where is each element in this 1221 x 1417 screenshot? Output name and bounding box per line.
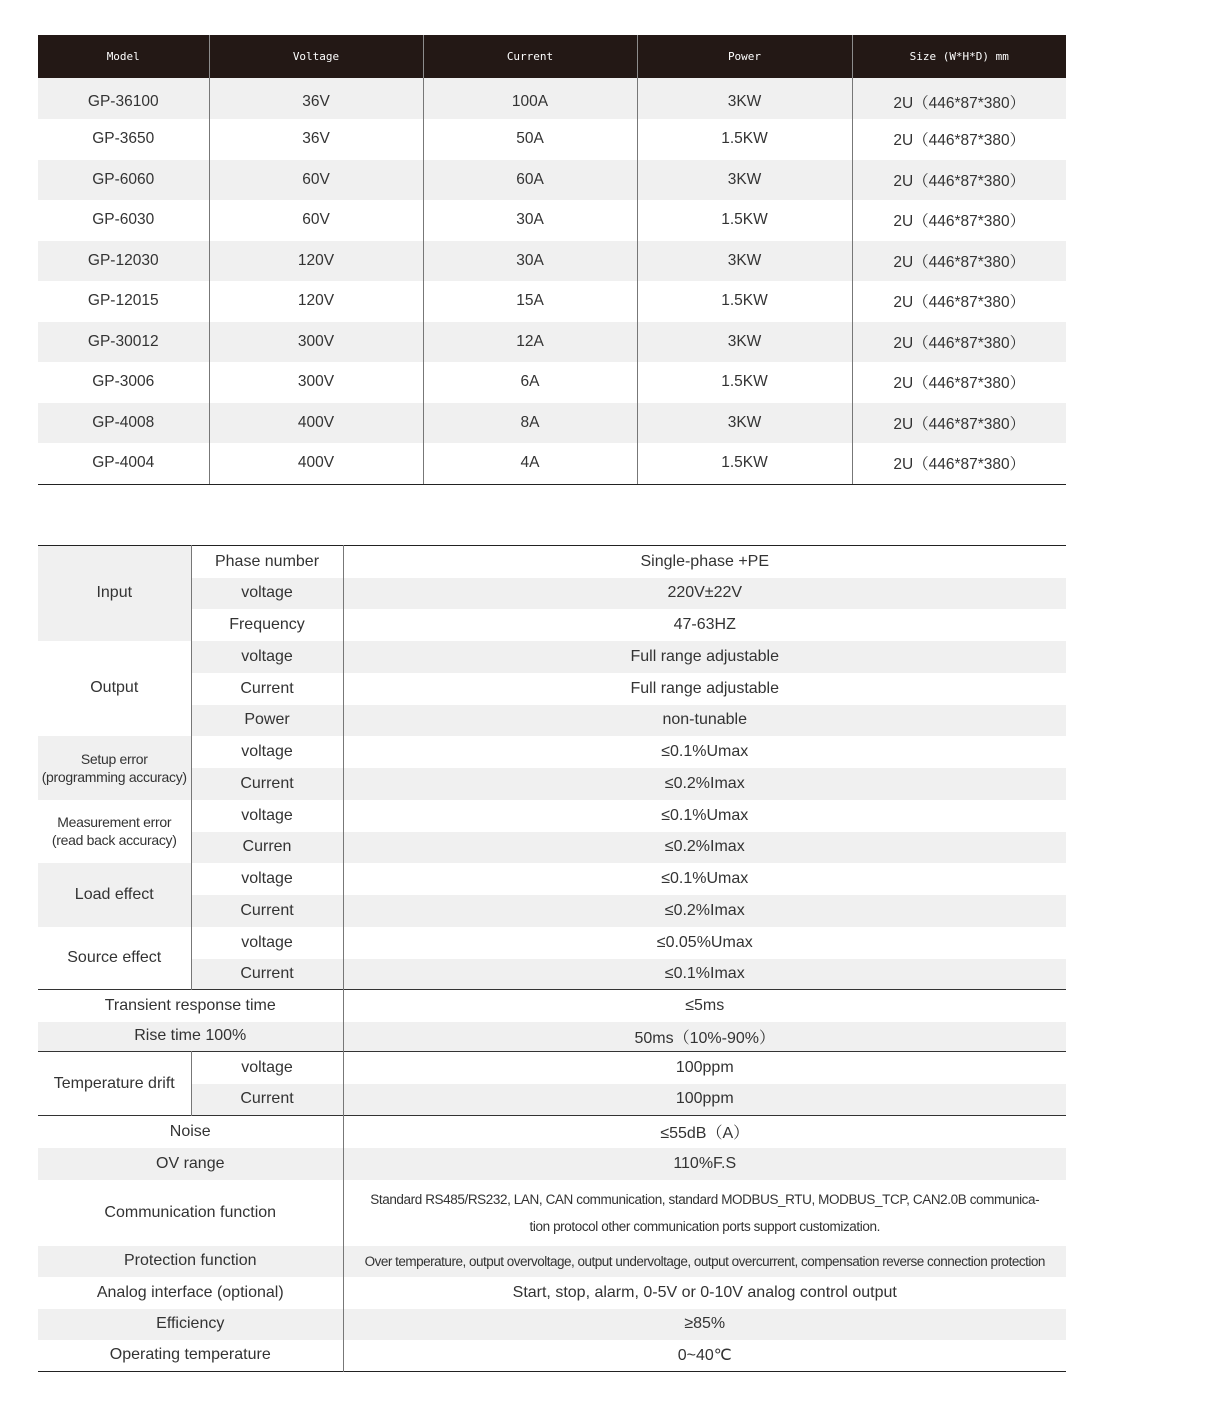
- transient-response-label: Transient response time: [38, 990, 343, 1022]
- measurement-error-group-label: [38, 800, 191, 863]
- model-cell: GP-3006: [92, 373, 155, 391]
- size-cell: 2U（446*87*380）: [852, 241, 1066, 282]
- setup-error-voltage-value: ≤0.1%Umax: [661, 742, 749, 760]
- load-effect-voltage-label: voltage: [191, 863, 343, 895]
- spec-row: [38, 1022, 1066, 1052]
- power-cell: 3KW: [637, 160, 852, 201]
- setup-error-voltage-label: voltage: [191, 736, 343, 768]
- header-size: Size (W*H*D) mm: [852, 35, 1066, 78]
- table-row: [38, 241, 1066, 282]
- model-cell: GP-4008: [38, 403, 209, 444]
- input-voltage-value: 220V±22V: [343, 578, 1066, 609]
- voltage-cell: 400V: [209, 403, 423, 444]
- header-power: Power: [637, 35, 852, 78]
- power-cell: 1.5KW: [637, 119, 852, 160]
- table-row: [38, 200, 1066, 241]
- protection-value: Over temperature, output overvoltage, output undervoltage, output overcurrent, compensation reverse connection protection: [343, 1246, 1066, 1277]
- load-effect-voltage-value: ≤0.1%Umax: [661, 869, 749, 887]
- model-cell: GP-3650: [92, 130, 155, 148]
- source-effect-group-label: Source effect: [38, 927, 191, 990]
- input-frequency-label: Frequency: [191, 609, 343, 641]
- output-power-value: non-tunable: [343, 705, 1066, 736]
- voltage-cell: 60V: [209, 160, 423, 201]
- temperature-drift-voltage-label: voltage: [191, 1052, 343, 1084]
- rise-time-value: 50ms（10%-90%）: [343, 1022, 1066, 1052]
- spec-row: [38, 1116, 1066, 1148]
- load-effect-current-label: Current: [191, 895, 343, 927]
- table-row: [38, 443, 1066, 484]
- spec-row: [38, 1084, 1066, 1116]
- size-cell: 2U（446*87*380）: [852, 119, 1066, 160]
- size-cell: 2U（446*87*380）: [852, 403, 1066, 444]
- output-voltage-label: voltage: [191, 641, 343, 673]
- voltage-cell: 60V: [209, 200, 423, 241]
- current-cell: 15A: [423, 281, 637, 322]
- voltage-cell: 300V: [209, 362, 423, 403]
- spec-row: [38, 673, 1066, 705]
- spec-row: [38, 1246, 1066, 1277]
- input-phase-value: Single-phase +PE: [640, 552, 770, 570]
- setup-error-label-line2: (programming accuracy): [41, 768, 187, 785]
- communication-value: [343, 1180, 1066, 1246]
- setup-error-current-value: ≤0.2%Imax: [343, 768, 1066, 800]
- model-cell: GP-30012: [38, 322, 209, 363]
- size-cell: 2U（446*87*380）: [852, 160, 1066, 201]
- spec-row: [38, 578, 1066, 609]
- noise-value: ≤55dB（A）: [343, 1116, 1066, 1148]
- power-cell: 3KW: [637, 241, 852, 282]
- spec-row: [38, 1148, 1066, 1180]
- power-cell: 1.5KW: [637, 443, 852, 484]
- source-effect-voltage-label: voltage: [191, 927, 343, 959]
- ov-range-label: OV range: [38, 1148, 343, 1180]
- output-current-value: Full range adjustable: [630, 679, 780, 697]
- source-effect-current-label: Current: [191, 959, 343, 990]
- protection-label: Protection function: [38, 1246, 343, 1277]
- model-cell: GP-12030: [38, 241, 209, 282]
- measurement-error-label-line1: Measurement error: [57, 814, 172, 830]
- power-cell: 3KW: [637, 403, 852, 444]
- setup-error-label-line1: Setup error: [80, 750, 148, 767]
- voltage-cell: 36V: [209, 78, 423, 119]
- measurement-error-current-value: ≤0.2%Imax: [343, 832, 1066, 863]
- header-model: Model: [38, 35, 209, 78]
- header-voltage: Voltage: [209, 35, 423, 78]
- efficiency-value: ≥85%: [343, 1309, 1066, 1340]
- spec-row: [38, 990, 1066, 1022]
- communication-value-line2: tion protocol other communication ports support customization.: [529, 1218, 880, 1234]
- input-group-label: Input: [38, 546, 191, 641]
- noise-label: Noise: [38, 1116, 343, 1148]
- spec-row: [38, 736, 1066, 768]
- spec-row: [38, 1340, 1066, 1372]
- setup-error-group-label: [38, 736, 191, 800]
- temperature-drift-current-value: 100ppm: [343, 1084, 1066, 1116]
- table-row: [38, 160, 1066, 201]
- transient-response-value: ≤5ms: [343, 990, 1066, 1022]
- current-cell: 4A: [423, 443, 637, 484]
- power-cell: 1.5KW: [637, 281, 852, 322]
- voltage-cell: 400V: [209, 443, 423, 484]
- spec-row: [38, 927, 1066, 959]
- size-cell: 2U（446*87*380）: [852, 78, 1066, 119]
- spec-row: [38, 1180, 1066, 1246]
- table-row: [38, 281, 1066, 322]
- size-cell: 2U（446*87*380）: [852, 362, 1066, 403]
- spec-row: [38, 1052, 1066, 1084]
- table-row: [38, 119, 1066, 160]
- current-cell: 50A: [423, 119, 637, 160]
- spec-row: [38, 895, 1066, 927]
- model-table: [38, 35, 1066, 485]
- spec-row: [38, 863, 1066, 895]
- communication-label: Communication function: [38, 1180, 343, 1246]
- power-cell: 1.5KW: [637, 362, 852, 403]
- spec-row: [38, 609, 1066, 641]
- header-current: Current: [423, 35, 637, 78]
- output-current-label: Current: [191, 673, 343, 705]
- ov-range-value: 110%F.S: [343, 1148, 1066, 1180]
- size-cell: 2U（446*87*380）: [852, 281, 1066, 322]
- size-cell: 2U（446*87*380）: [852, 443, 1066, 484]
- source-effect-voltage-value: ≤0.05%Umax: [656, 933, 753, 951]
- temperature-drift-current-label: Current: [191, 1084, 343, 1116]
- model-cell: GP-12015: [87, 292, 159, 310]
- size-cell: 2U（446*87*380）: [852, 322, 1066, 363]
- load-effect-current-value: ≤0.2%Imax: [343, 895, 1066, 927]
- efficiency-label: Efficiency: [38, 1309, 343, 1340]
- voltage-cell: 300V: [209, 322, 423, 363]
- analog-interface-label: Analog interface (optional): [38, 1277, 343, 1309]
- spec-row: [38, 832, 1066, 863]
- table-row: [38, 78, 1066, 119]
- spec-row: [38, 800, 1066, 832]
- source-effect-current-value: ≤0.1%Imax: [343, 959, 1066, 990]
- rise-time-label: Rise time 100%: [38, 1022, 343, 1052]
- power-cell: 3KW: [637, 322, 852, 363]
- current-cell: 60A: [423, 160, 637, 201]
- model-cell: GP-6060: [38, 160, 209, 201]
- spec-row: [38, 768, 1066, 800]
- measurement-error-voltage-label: voltage: [191, 800, 343, 832]
- temperature-drift-group-label: Temperature drift: [38, 1052, 191, 1116]
- output-voltage-value: Full range adjustable: [343, 641, 1066, 673]
- current-cell: 30A: [423, 200, 637, 241]
- spec-row: [38, 641, 1066, 673]
- current-cell: 100A: [423, 78, 637, 119]
- table-row: [38, 322, 1066, 363]
- spec-row: [38, 959, 1066, 990]
- table-row: [38, 403, 1066, 444]
- model-cell: GP-36100: [38, 78, 209, 119]
- measurement-error-current-label: Curren: [191, 832, 343, 863]
- voltage-cell: 36V: [209, 119, 423, 160]
- operating-temperature-label: Operating temperature: [38, 1340, 343, 1372]
- analog-interface-value: Start, stop, alarm, 0-5V or 0-10V analog control output: [512, 1283, 897, 1301]
- power-cell: 1.5KW: [637, 200, 852, 241]
- measurement-error-voltage-value: ≤0.1%Umax: [661, 806, 749, 824]
- communication-value-line1: Standard RS485/RS232, LAN, CAN communication, standard MODBUS_RTU, MODBUS_TCP, CAN2.0B communica-: [370, 1191, 1040, 1207]
- measurement-error-label-line2: (read back accuracy): [51, 832, 177, 848]
- input-voltage-label: voltage: [191, 578, 343, 609]
- input-phase-label: Phase number: [191, 546, 343, 578]
- size-cell: 2U（446*87*380）: [852, 200, 1066, 241]
- current-cell: 30A: [423, 241, 637, 282]
- current-cell: 12A: [423, 322, 637, 363]
- temperature-drift-voltage-value: 100ppm: [343, 1052, 1066, 1084]
- output-group-label: Output: [38, 641, 191, 736]
- load-effect-group-label: Load effect: [38, 863, 191, 927]
- voltage-cell: 120V: [209, 281, 423, 322]
- spec-row: [38, 546, 1066, 578]
- input-frequency-value: 47-63HZ: [673, 615, 736, 633]
- spec-row: [38, 705, 1066, 736]
- model-cell: GP-4004: [38, 443, 209, 484]
- setup-error-current-label: Current: [191, 768, 343, 800]
- voltage-cell: 120V: [209, 241, 423, 282]
- model-table-header: [38, 35, 1066, 78]
- spec-row: [38, 1309, 1066, 1340]
- current-cell: 6A: [423, 362, 637, 403]
- table-row: [38, 362, 1066, 403]
- spec-table: [38, 545, 1066, 1372]
- output-power-label: Power: [191, 705, 343, 736]
- current-cell: 8A: [423, 403, 637, 444]
- power-cell: 3KW: [637, 78, 852, 119]
- operating-temperature-value: 0~40℃: [677, 1347, 732, 1365]
- model-cell: GP-6030: [92, 211, 155, 229]
- spec-row: [38, 1277, 1066, 1309]
